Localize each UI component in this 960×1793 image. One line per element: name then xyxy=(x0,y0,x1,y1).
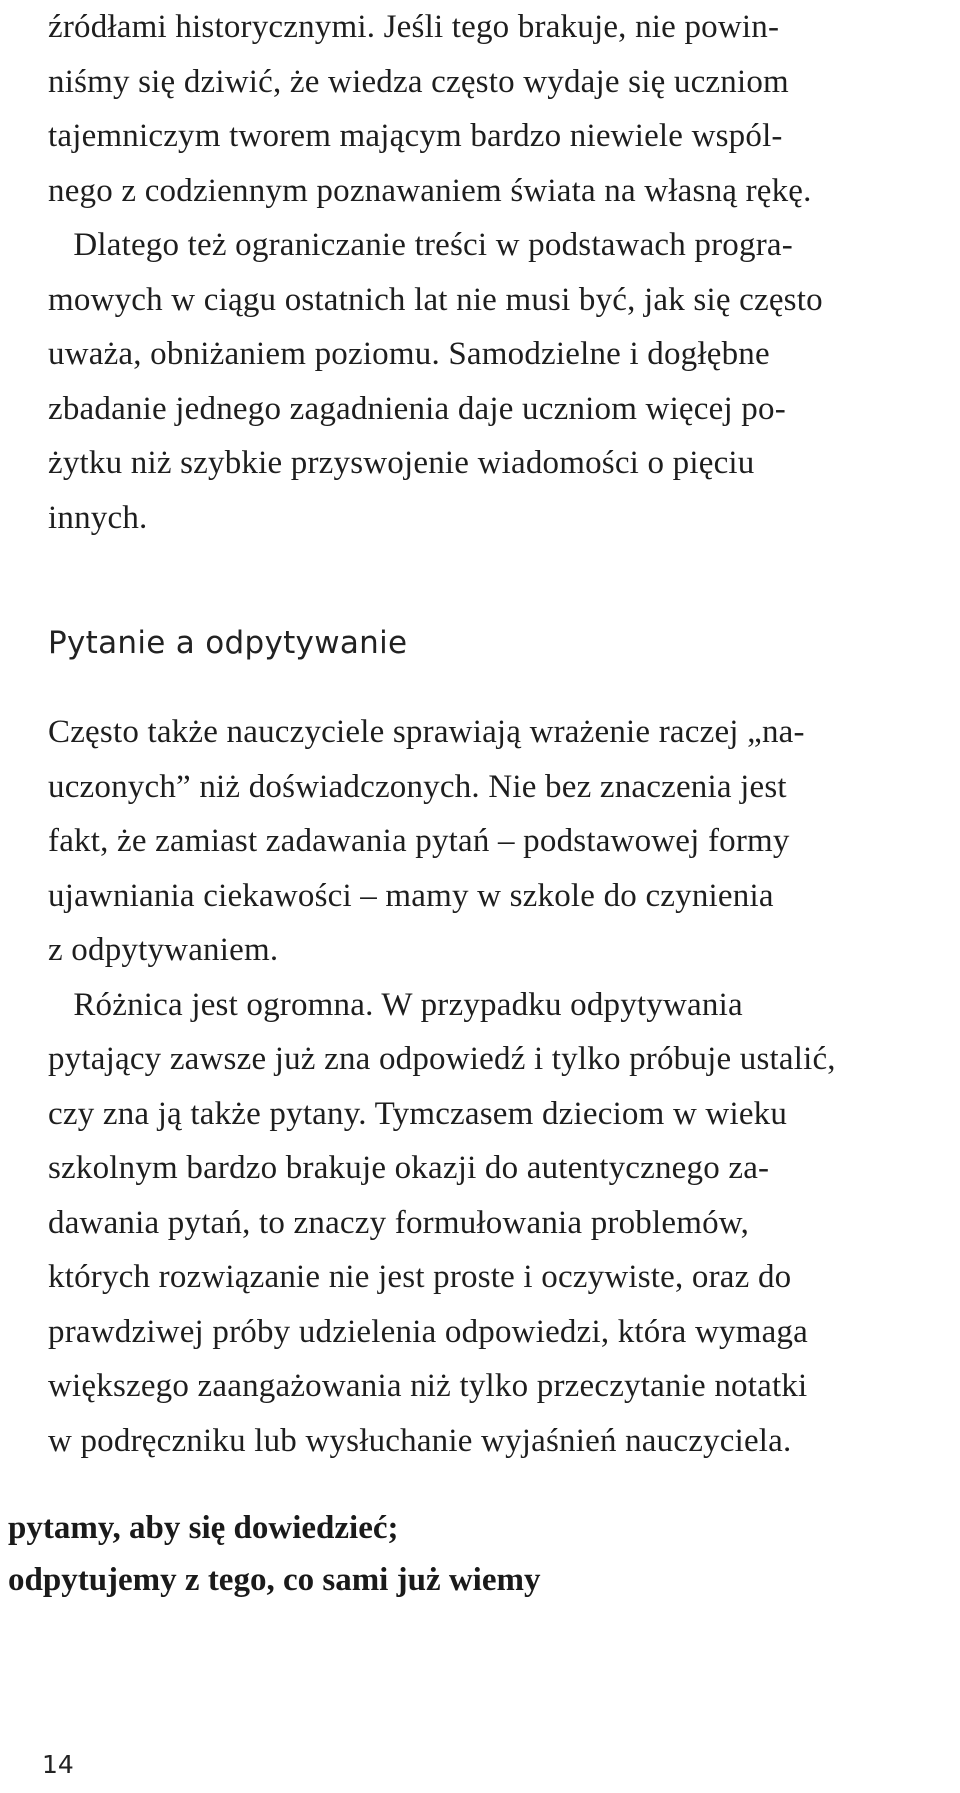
text-line: z odpytywaniem. xyxy=(48,932,279,968)
text-line: żytku niż szybkie przyswojenie wiadomości o pięciu xyxy=(48,445,755,481)
text-line: czy zna ją także pytany. Tymczasem dzieciom w wieku xyxy=(48,1095,788,1132)
text-line: których rozwiązanie nie jest proste i oczywiste, oraz do xyxy=(48,1259,792,1295)
text-line: ujawniania ciekawości – mamy w szkole do czynienia xyxy=(48,877,774,914)
text-line: szkolnym bardzo brakuje okazji do autentycznego za- xyxy=(48,1150,770,1186)
text-line: Różnica jest ogromna. W przypadku odpytywania xyxy=(48,986,743,1023)
text-line: Dlatego też ograniczanie treści w podstawach progra- xyxy=(48,227,793,263)
text-line: w podręczniku lub wysłuchanie wyjaśnień nauczyciela. xyxy=(48,1422,792,1459)
text-line: niśmy się dziwić, że wiedza często wydaje się uczniom xyxy=(48,63,789,100)
text-line: nego z codziennym poznawaniem świata na własną rękę. xyxy=(48,172,812,209)
pullquote xyxy=(8,1502,540,1606)
text-line: źródłami historycznymi. Jeśli tego brakuje, nie powin- xyxy=(48,9,780,45)
text-line: uważa, obniżaniem poziomu. Samodzielne i dogłębne xyxy=(48,336,770,372)
pullquote-line: pytamy, aby się dowiedzieć; xyxy=(8,1510,399,1546)
text-line: mowych w ciągu ostatnich lat nie musi być, jak się często xyxy=(48,281,823,318)
text-line: innych. xyxy=(48,499,148,536)
page-number: 14 xyxy=(42,1750,74,1779)
text-line: Często także nauczyciele sprawiają wrażenie raczej „na- xyxy=(48,714,805,750)
pullquote-line: odpytujemy z tego, co sami już wiemy xyxy=(8,1562,541,1598)
text-line: większego zaangażowania niż tylko przeczytanie notatki xyxy=(48,1368,808,1404)
paragraph-top xyxy=(48,0,948,545)
text-line: uczonych” niż doświadczonych. Nie bez znaczenia jest xyxy=(48,768,787,805)
paragraph-main xyxy=(48,705,948,1468)
section-heading: Pytanie a odpytywanie xyxy=(48,625,408,661)
text-line: pytający zawsze już zna odpowiedź i tylko próbuje ustalić, xyxy=(48,1041,836,1077)
text-line: zbadanie jednego zagadnienia daje uczniom więcej po- xyxy=(48,390,786,427)
text-line: prawdziwej próby udzielenia odpowiedzi, która wymaga xyxy=(48,1313,808,1350)
text-line: tajemniczym tworem mającym bardzo niewiele wspól- xyxy=(48,118,783,154)
text-line: fakt, że zamiast zadawania pytań – podstawowej formy xyxy=(48,823,790,859)
text-line: dawania pytań, to znaczy formułowania problemów, xyxy=(48,1204,750,1241)
